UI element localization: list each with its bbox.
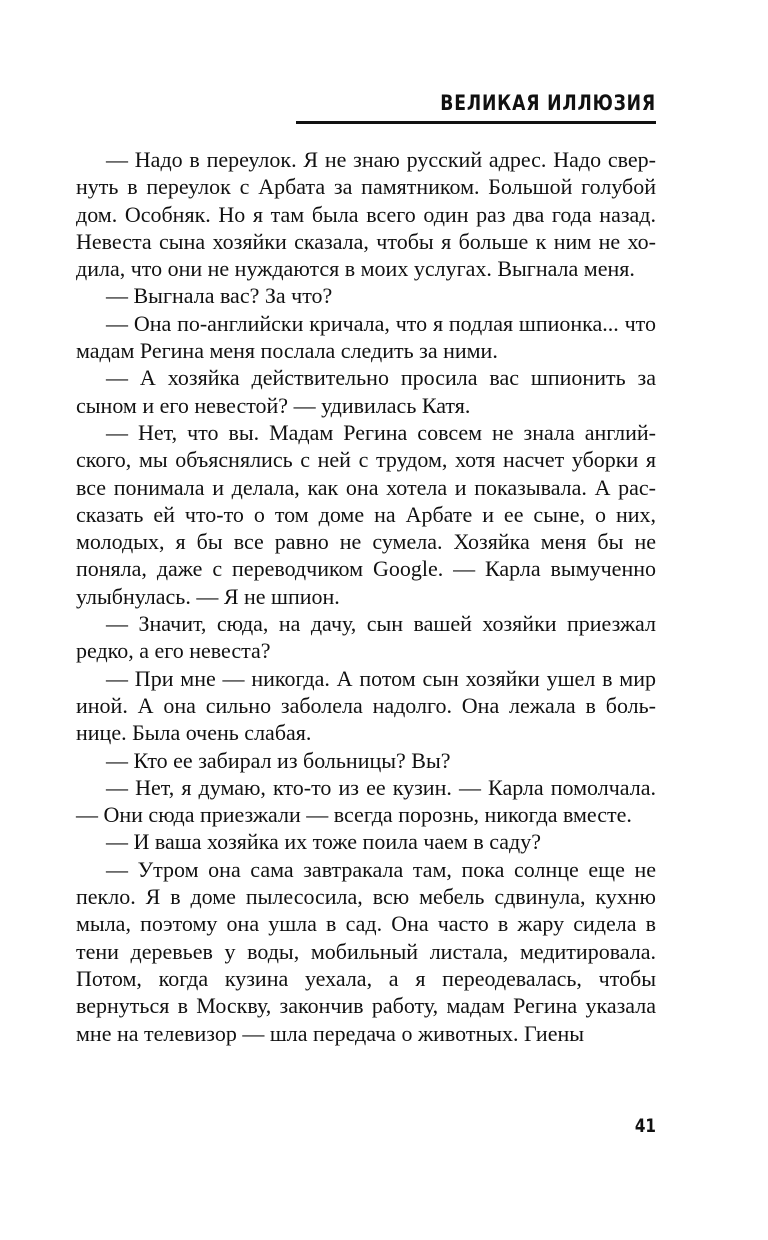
paragraph: — Нет, я думаю, кто-то из ее кузин. — Карла помолчала. — Они сюда приезжали — всегда порознь, никогда вместе. [76, 774, 656, 828]
paragraph: — При мне — никогда. А потом сын хозяйки ушел в мир иной. А она сильно заболела надолго. Она лежала в больнице. Была очень слабая. [76, 665, 656, 746]
body-text [76, 146, 656, 1047]
header-rule [296, 121, 656, 124]
paragraph: — И ваша хозяйка их тоже поила чаем в саду? [106, 829, 541, 855]
running-head: ВЕЛИКАЯ ИЛЛЮЗИЯ [440, 91, 656, 115]
paragraph: — Утром она сама завтракала там, пока солнце еще не пекло. Я в доме пылесосила, всю мебель сдвинула, кухню мыла, поэтому она ушла в сад. Она часто в жару сидела в тени деревьев у воды, мобильный листала, медитировала. Потом, когда кузина уехала, а я переодевалась, чтобы вернуться в Москву, закончив работу, мадам Регина указала мне на телевизор — шла передача о животных. Гиены [76, 856, 656, 1046]
paragraph: — Она по-английски кричала, что я подлая шпионка... что мадам Регина меня послала следить за ними. [76, 310, 656, 364]
paragraph: — Кто ее забирал из больницы? Вы? [106, 747, 451, 773]
paragraph: — Нет, что вы. Мадам Регина совсем не знала английского, мы объяснялись с ней с трудом, хотя насчет уборки я все понимала и делала, как она хотела и показывала. А рассказать ей что-то о том доме на Арбате и ее сыне, о них, молодых, я бы все равно не сумела. Хозяйка меня бы не поняла, даже с переводчиком Google. — Карла вымученно улыбнулась. — Я не шпион. [76, 419, 656, 609]
paragraph: — Надо в переулок. Я не знаю русский адрес. Надо свернуть в переулок с Арбата за памятником. Большой голубой дом. Особняк. Но я там была всего один раз два года назад. Невеста сына хозяйки сказала, чтобы я больше к ним не ходила, что они не нуждаются в моих услугах. Выгнала меня. [76, 147, 656, 282]
page-number: 41 [634, 1115, 656, 1137]
paragraph: — Выгнала вас? За что? [106, 283, 333, 309]
paragraph: — А хозяйка действительно просила вас шпионить за сыном и его невестой? — удивилась Катя. [76, 365, 656, 418]
paragraph: — Значит, сюда, на дачу, сын вашей хозяйки приезжал редко, а его невеста? [76, 611, 656, 664]
